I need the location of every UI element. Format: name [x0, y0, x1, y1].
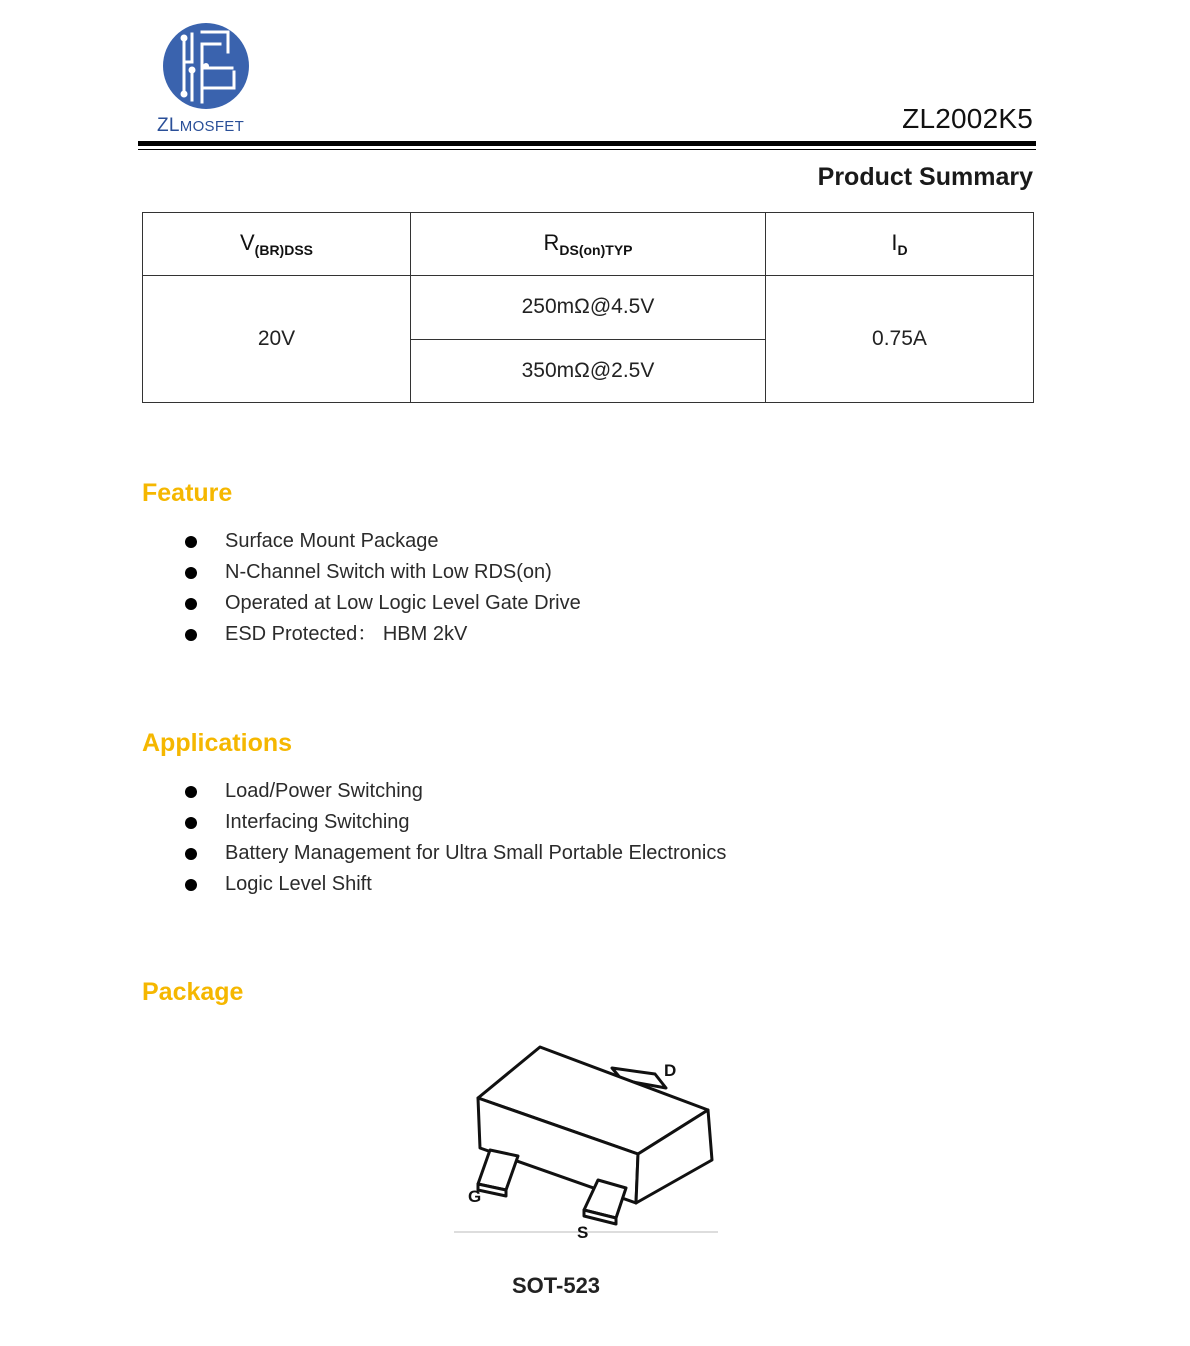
logo-text-small: MOSFET — [179, 118, 245, 135]
product-summary-table — [142, 212, 1034, 403]
header-vbrdss-sub: (BR)DSS — [254, 242, 314, 259]
header-id — [766, 213, 1034, 276]
list-item-text: Logic Level Shift — [225, 873, 372, 895]
list-item-text: Battery Management for Ultra Small Portable Electronics — [225, 842, 727, 864]
list-item-text: Load/Power Switching — [225, 780, 423, 802]
feature-list — [180, 526, 581, 650]
list-item — [180, 619, 581, 650]
header-id-main: I — [891, 230, 898, 256]
list-item-text: ESD Protected： HBM 2kV — [225, 623, 468, 645]
logo-wordmark — [157, 115, 244, 137]
list-item — [180, 869, 726, 900]
list-item-text: N-Channel Switch with Low RDS(on) — [225, 561, 552, 583]
table-row — [143, 276, 1034, 339]
bullet-icon — [185, 879, 197, 891]
cell-rdson-4v5: 250mΩ@4.5V — [411, 276, 766, 339]
drain-pin-label: D — [664, 1061, 677, 1080]
bullet-icon — [185, 629, 197, 641]
header-id-sub: D — [897, 242, 908, 259]
list-item — [180, 588, 581, 619]
list-item — [180, 526, 581, 557]
list-item — [180, 838, 726, 869]
table-header-row — [143, 213, 1034, 276]
header-rdson — [411, 213, 766, 276]
bullet-icon — [185, 598, 197, 610]
bullet-icon — [185, 786, 197, 798]
applications-list — [180, 776, 726, 900]
part-number: ZL2002K5 — [902, 103, 1033, 134]
company-logo — [150, 22, 270, 142]
feature-section-title: Feature — [142, 479, 233, 507]
header-vbrdss-main: V — [239, 230, 255, 256]
list-item — [180, 557, 581, 588]
cell-rdson-2v5: 350mΩ@2.5V — [411, 339, 766, 402]
cell-id: 0.75A — [766, 276, 1034, 403]
bullet-icon — [185, 536, 197, 548]
header-vbrdss — [143, 213, 411, 276]
package-section-title: Package — [142, 978, 244, 1006]
header-rdson-main: R — [543, 230, 560, 256]
gate-pin-label: G — [468, 1187, 482, 1206]
list-item — [180, 807, 726, 838]
logo-mark-icon — [162, 22, 254, 114]
header-rdson-sub: DS(on)TYP — [559, 242, 633, 259]
list-item-text: Operated at Low Logic Level Gate Drive — [225, 592, 581, 614]
header-rule-thin — [138, 149, 1036, 150]
cell-vbrdss: 20V — [143, 276, 411, 403]
product-summary-title: Product Summary — [817, 163, 1033, 191]
applications-section-title: Applications — [142, 729, 293, 757]
source-pin-label: S — [577, 1223, 589, 1240]
bullet-icon — [185, 848, 197, 860]
package-caption: SOT-523 — [512, 1273, 601, 1298]
header-rule-thick — [138, 141, 1036, 146]
list-item-text: Interfacing Switching — [225, 811, 410, 833]
bullet-icon — [185, 817, 197, 829]
list-item-text: Surface Mount Package — [225, 530, 439, 552]
list-item — [180, 776, 726, 807]
logo-text-main: ZL — [157, 115, 180, 136]
bullet-icon — [185, 567, 197, 579]
sot523-package-drawing — [450, 1030, 722, 1240]
